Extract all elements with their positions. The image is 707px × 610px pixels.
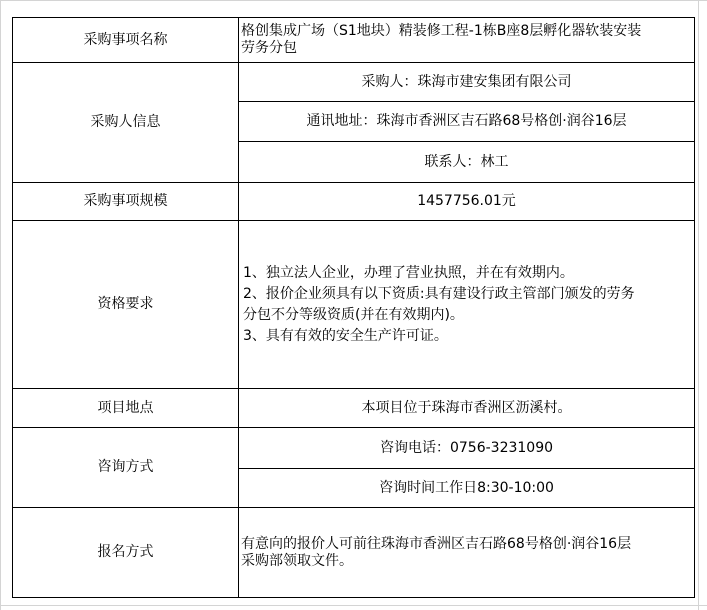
buyer-address: 通讯地址：珠海市香洲区吉石路68号格创·润谷16层 xyxy=(306,113,627,129)
consult-label: 咨询方式 xyxy=(97,459,154,475)
signup-line: 有意向的报价人可前往珠海市香洲区吉石路68号格创·润谷16层 xyxy=(241,535,632,552)
qualification-value xyxy=(243,221,694,388)
qualification-line: 1、独立法人企业，办理了营业执照，并在有效期内。 xyxy=(243,264,574,281)
buyer-name: 采购人：珠海市建安集团有限公司 xyxy=(361,73,572,90)
signup-line: 采购部领取文件。 xyxy=(241,552,353,569)
gridline xyxy=(0,0,707,1)
border-bottom xyxy=(12,597,695,598)
signup-value xyxy=(241,508,694,597)
buyer-info-label: 采购人信息 xyxy=(90,114,161,130)
signup-label: 报名方式 xyxy=(97,544,154,560)
border-right xyxy=(694,17,695,598)
item-name-value xyxy=(241,18,694,62)
qualification-line: 2、报价企业须具有以下资质:具有建设行政主管部门颁发的劳务 xyxy=(243,285,635,302)
gridline xyxy=(698,0,699,610)
location-label: 项目地点 xyxy=(97,399,154,416)
qualification-label: 资格要求 xyxy=(97,296,154,312)
gridline xyxy=(0,605,707,606)
scale-value: 1457756.01元 xyxy=(417,193,516,209)
consult-hours: 咨询时间工作日8:30-10:00 xyxy=(379,479,554,496)
scale-label: 采购事项规模 xyxy=(83,193,168,209)
buyer-contact: 联系人：林工 xyxy=(424,153,509,170)
item-name-line: 劳务分包 xyxy=(241,40,297,56)
consult-phone: 咨询电话：0756-3231090 xyxy=(379,439,554,456)
qualification-line: 3、具有有效的安全生产许可证。 xyxy=(243,327,448,344)
item-name-line: 格创集成广场（S1地块）精装修工程-1栋B座8层孵化器软装安装 xyxy=(241,23,642,39)
location-value: 本项目位于珠海市香洲区沥溪村。 xyxy=(361,399,572,416)
gridline xyxy=(0,0,1,610)
qualification-line: 分包不分等级资质(并在有效期内)。 xyxy=(243,306,464,323)
item-name-label: 采购事项名称 xyxy=(83,31,168,48)
